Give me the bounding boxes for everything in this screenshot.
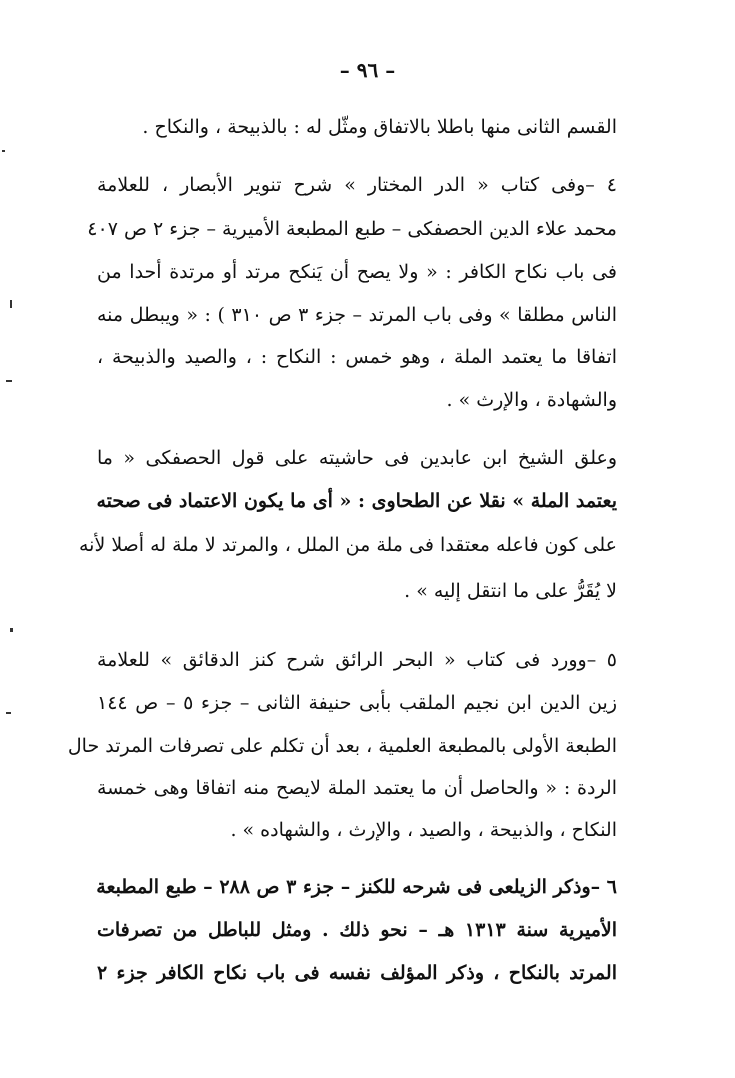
text-line-7: والشهادة ، والإرث » .	[446, 389, 617, 411]
text-line-8: وعلق الشيخ ابن عابدين فى حاشيته على قول الحصفكى « ما	[97, 447, 617, 469]
text-line-18: الأميرية سنة ١٣١٣ هـ – نحو ذلك . ومثل للباطل من تصرفات	[97, 919, 617, 941]
text-line-6: اتفاقا ما يعتمد الملة ، وهو خمس : النكاح : ، والصيد والذبيحة ،	[97, 346, 617, 368]
text-line-2: ٤ –وفى كتاب « الدر المختار » شرح تنوير الأبصار ، للعلامة	[97, 174, 617, 196]
text-line-4: فى باب نكاح الكافر : « ولا يصح أن يَنكح مرتد أو مرتدة أحدا من	[97, 261, 617, 283]
text-line-13: زين الدين ابن نجيم الملقب بأبى حنيفة الثانى – جزء ٥ – ص ١٤٤	[97, 692, 618, 714]
text-line-1: القسم الثانى منها باطلا بالاتفاق ومثّل له : بالذبيحة ، والنكاح .	[142, 116, 617, 138]
scan-mark	[6, 380, 12, 382]
text-line-10: على كون فاعله معتقدا فى ملة من الملل ، والمرتد لا ملة له أصلا لأنه	[78, 534, 617, 556]
text-line-9: يعتمد الملة » نقلا عن الطحاوى : « أى ما يكون الاعتماد فى صحته	[96, 490, 617, 512]
text-line-3: محمد علاء الدين الحصفكى – طبع المطبعة الأميرية – جزء ٢ ص ٤٠٧	[87, 218, 617, 240]
text-line-5: الناس مطلقا » وفى باب المرتد – جزء ٣ ص ٣١٠ ) : « ويبطل منه	[97, 304, 617, 326]
scan-mark	[10, 300, 12, 308]
text-line-17: ٦ –وذكر الزيلعى فى شرحه للكنز – جزء ٣ ص ٢٨٨ – طبع المطبعة	[96, 876, 617, 898]
text-line-16: النكاح ، والذبيحة ، والصيد ، والإرث ، والشهاده » .	[230, 819, 617, 841]
scan-mark	[2, 150, 5, 152]
text-line-15: الردة : « والحاصل أن ما يعتمد الملة لايصح منه اتفاقا وهى خمسة	[97, 777, 617, 799]
text-line-14: الطبعة الأولى بالمطبعة العلمية ، بعد أن تكلم على تصرفات المرتد حال	[67, 735, 617, 757]
page-number: – ٩٦ –	[339, 58, 396, 82]
text-line-12: ٥ –وورد فى كتاب « البحر الرائق شرح كنز الدقائق » للعلامة	[97, 649, 617, 671]
text-line-19: المرتد بالنكاح ، وذكر المؤلف نفسه فى باب نكاح الكافر جزء ٢	[97, 962, 617, 984]
scan-mark	[10, 628, 13, 632]
scan-mark	[6, 712, 11, 714]
text-line-11: لا يُقَرُّ على ما انتقل إليه » .	[404, 580, 617, 602]
